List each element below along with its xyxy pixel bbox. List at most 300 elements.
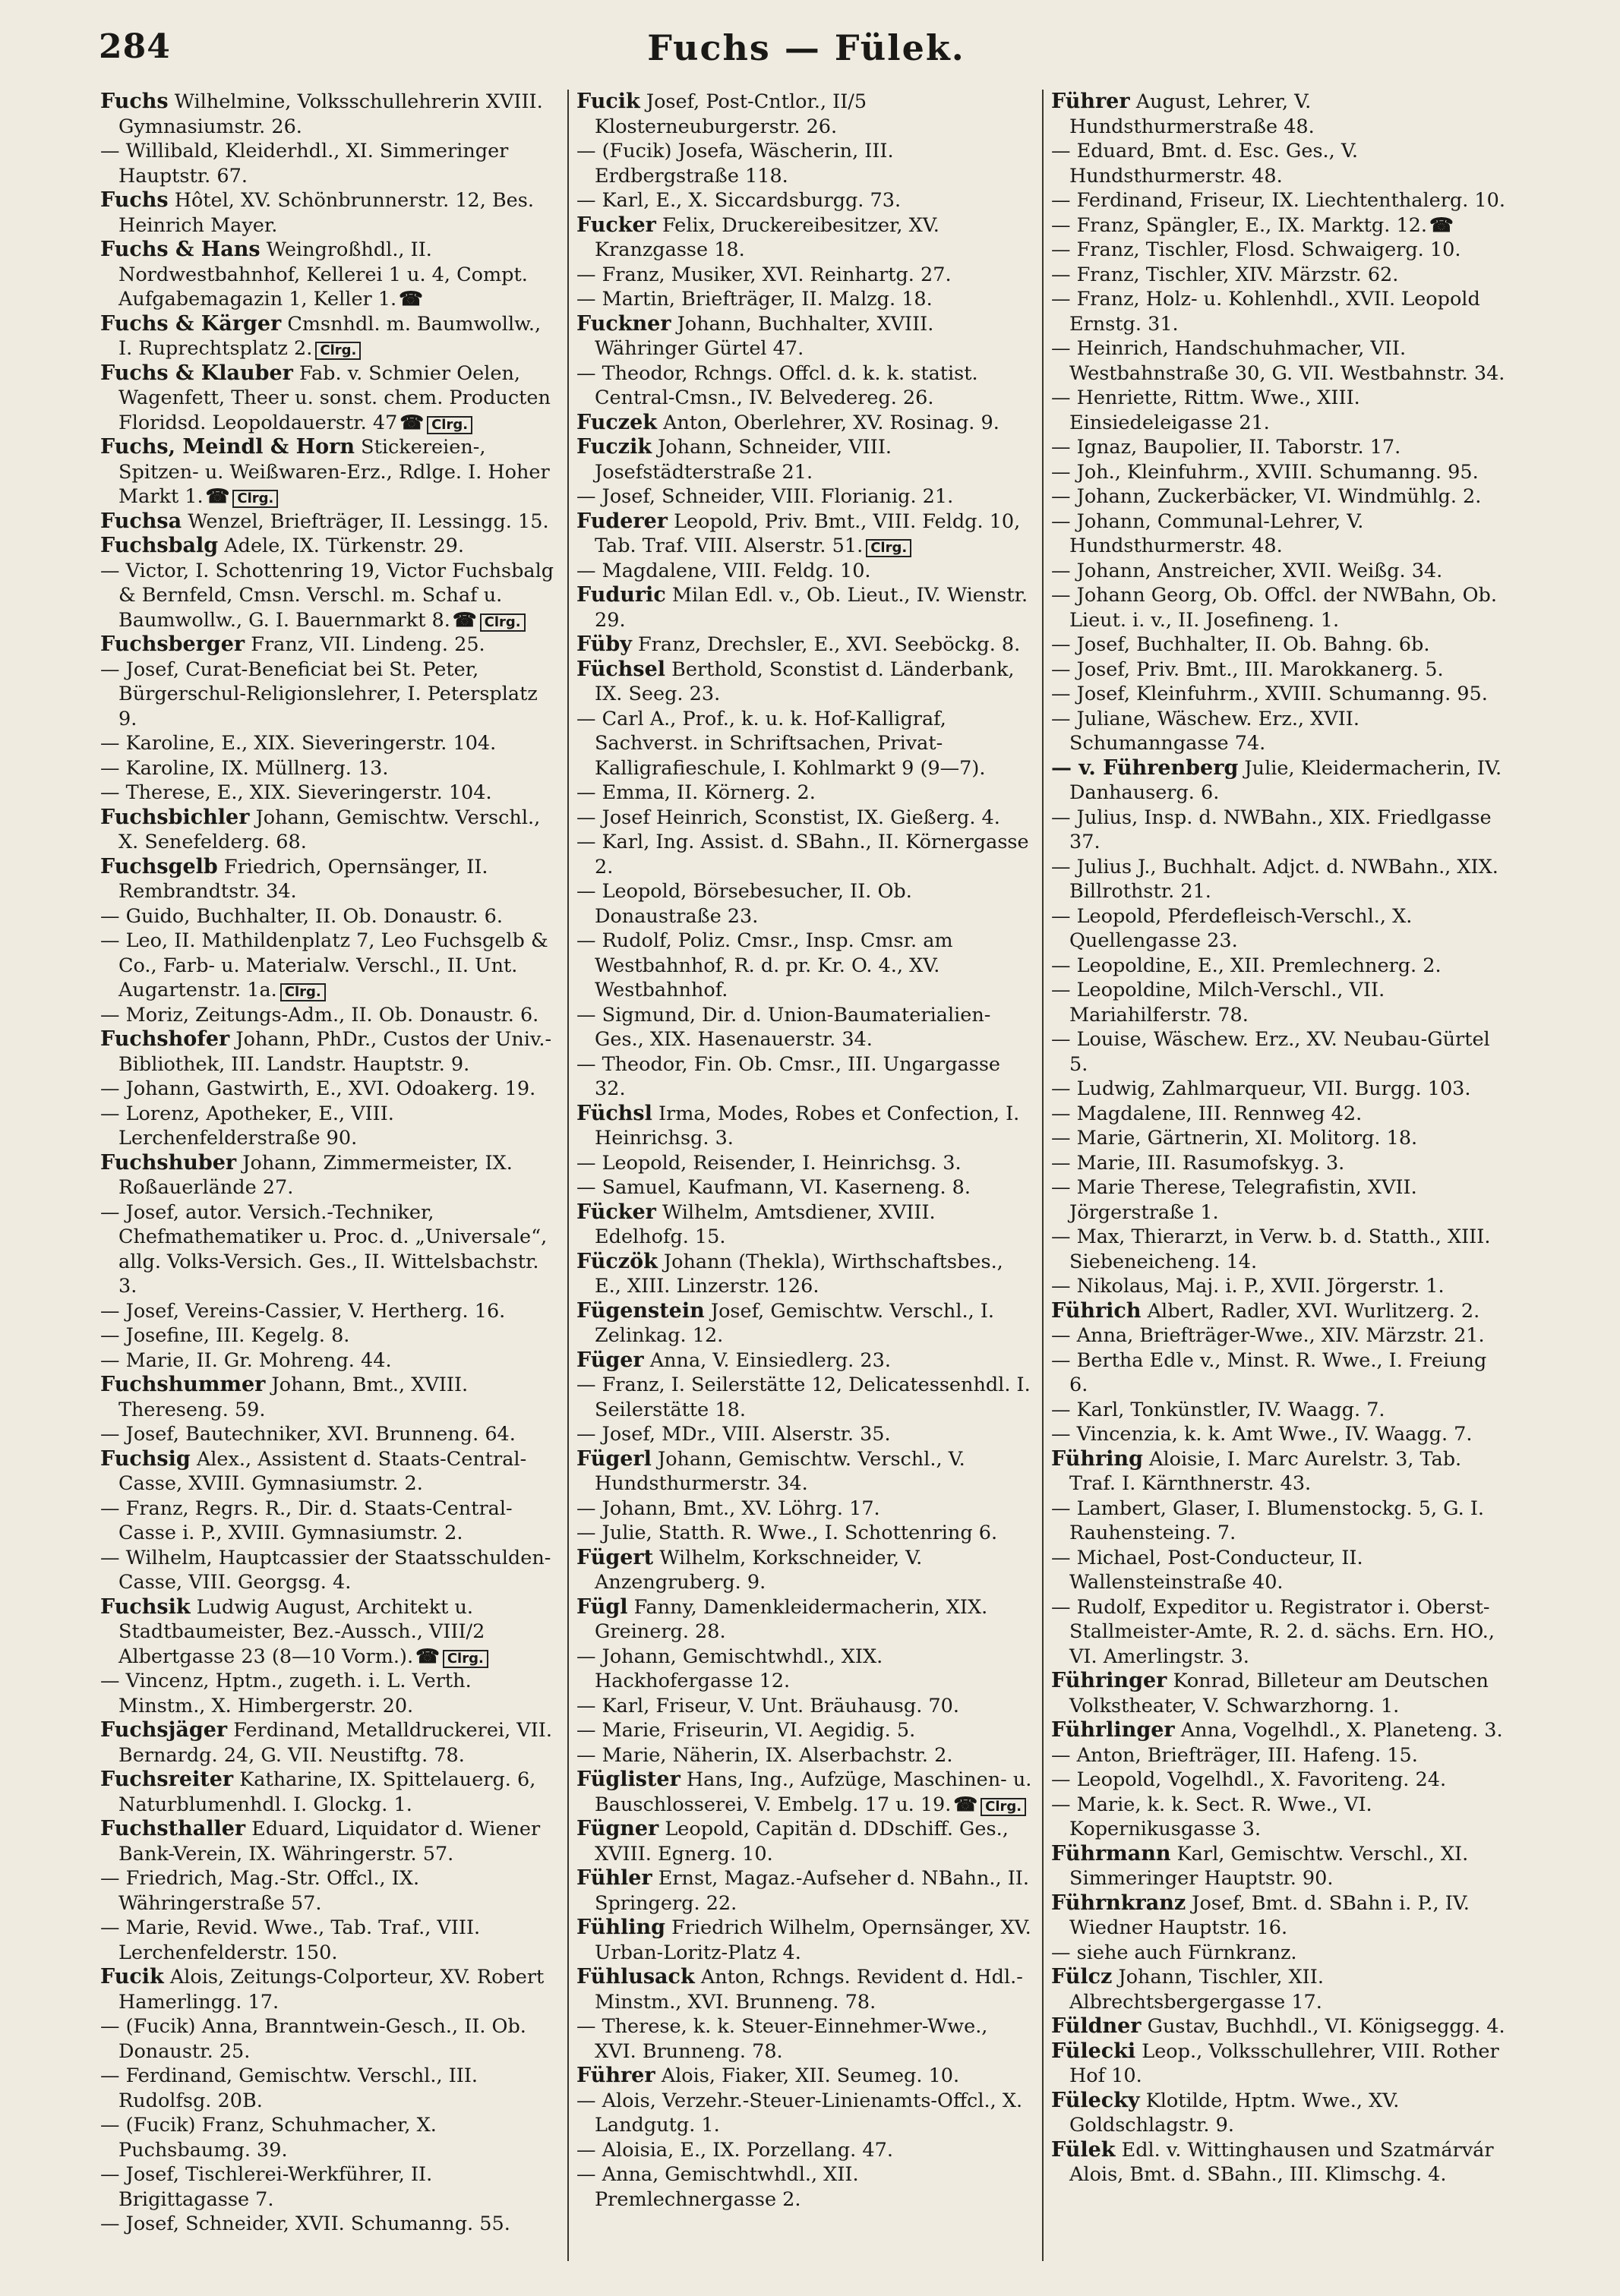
directory-entry xyxy=(100,904,560,929)
clearing-badge: Clrg. xyxy=(427,416,472,434)
directory-entry xyxy=(576,1546,1034,1595)
entry-text: — Leopold, Reisender, I. Heinrichsg. 3. xyxy=(576,1151,962,1175)
entry-text: — Rudolf, Poliz. Cmsr., Insp. Cmsr. am Westbahnhof, R. d. pr. Kr. O. 4., XV. Westbahnhof. xyxy=(576,929,953,1001)
entry-text: — Lambert, Glaser, I. Blumenstockg. 5, G. I. Rauhensteing. 7. xyxy=(1051,1496,1485,1544)
entry-text: — Josef, Bautechniker, XVI. Brunneng. 64. xyxy=(100,1423,516,1446)
directory-entry xyxy=(1051,1768,1509,1793)
directory-entry xyxy=(100,855,560,904)
directory-entry xyxy=(100,435,560,509)
telephone-icon: ☎ xyxy=(1429,213,1454,237)
telephone-icon: ☎ xyxy=(205,485,230,508)
entry-surname: Fühling xyxy=(576,1916,665,1939)
entry-text: — Emma, II. Körnerg. 2. xyxy=(576,781,816,804)
entry-surname: Füchsel xyxy=(576,657,666,681)
entry-text: — Franz, Spängler, E., IX. Marktg. 12. xyxy=(1051,213,1428,237)
directory-entry xyxy=(576,559,1034,584)
entry-surname: Fuderer xyxy=(576,509,668,533)
directory-entry xyxy=(576,90,1034,139)
directory-entry xyxy=(576,1916,1034,1965)
entry-text: Felix, Druckereibesitzer, XV. Kranzgasse 18. xyxy=(595,213,939,261)
entry-surname: Fucik xyxy=(576,90,640,113)
directory-entry xyxy=(576,1743,1034,1768)
entry-text: Ludwig August, Architekt u. Stadtbaumeister, Bez.-Aussch., VIII/2 Albertgasse 23 (8—10 Vorm.). xyxy=(118,1595,485,1668)
entry-text: Johann, Tischler, XII. Albrechtsbergergasse 17. xyxy=(1069,1966,1324,2014)
entry-text: Friedrich Wilhelm, Opernsänger, XV. Urban-Loritz-Platz 4. xyxy=(595,1916,1031,1964)
directory-entry xyxy=(100,1422,560,1447)
directory-entry xyxy=(1051,386,1509,435)
directory-entry xyxy=(1051,2089,1509,2138)
directory-entry xyxy=(1051,806,1509,855)
entry-surname: Fuchsthaller xyxy=(100,1817,246,1840)
entry-surname: Führer xyxy=(576,2064,655,2087)
entry-text: Alois, Zeitungs-Colporteur, XV. Robert Hamerlingg. 17. xyxy=(118,1966,545,2014)
telephone-icon: ☎ xyxy=(399,288,423,311)
page-header xyxy=(99,21,1514,82)
entry-text: Wilhelm, Amtsdiener, XVIII. Edelhofg. 15. xyxy=(595,1200,936,1248)
entry-text: Johann, Gemischtw. Verschl., V. Hundsthurmerstr. 34. xyxy=(595,1447,965,1495)
entry-text: — Franz, I. Seilerstätte 12, Delicatessenhdl. I. Seilerstätte 18. xyxy=(576,1374,1031,1421)
entry-text: — (Fucik) Josefa, Wäscherin, III. Erdbergstraße 118. xyxy=(576,140,894,188)
directory-entry xyxy=(1051,484,1509,509)
entry-text: — Marie, III. Rasumofskyg. 3. xyxy=(1051,1151,1345,1175)
entry-text: — Leopoldine, E., XII. Premlechnerg. 2. xyxy=(1051,954,1442,977)
entry-text: — Karl, Ing. Assist. d. SBahn., II. Körnergasse 2. xyxy=(576,831,1029,878)
entry-text: — Alois, Verzehr.-Steuer-Linienamts-Offcl., X. Landgutg. 1. xyxy=(576,2089,1023,2137)
directory-entry xyxy=(1051,2039,1509,2089)
clearing-badge: Clrg. xyxy=(280,983,326,1001)
directory-entry xyxy=(1051,1793,1509,1842)
directory-entry xyxy=(100,1546,560,1595)
directory-entry xyxy=(100,1003,560,1028)
entry-text: — Ignaz, Baupolier, II. Taborstr. 17. xyxy=(1051,436,1401,459)
entry-text: Anton, Rchngs. Revident d. Hdl.-Minstm., XVI. Brunneng. 78. xyxy=(595,1966,1023,2014)
directory-entry xyxy=(100,188,560,238)
entry-text: Albert, Radler, XVI. Wurlitzerg. 2. xyxy=(1141,1299,1480,1323)
entry-text: Milan Edl. v., Ob. Lieut., IV. Wienstr. 29. xyxy=(595,584,1028,632)
directory-entry xyxy=(1051,1546,1509,1595)
entry-text: Konrad, Billeteur am Deutschen Volkstheater, V. Schwarzhorng. 1. xyxy=(1069,1670,1489,1717)
entry-text: — Franz, Tischler, Flosd. Schwaigerg. 10. xyxy=(1051,238,1461,261)
entry-text: — Moriz, Zeitungs-Adm., II. Ob. Donaustr. 6. xyxy=(100,1003,539,1027)
directory-entry xyxy=(1051,336,1509,386)
directory-entry xyxy=(1051,1842,1509,1891)
directory-entry xyxy=(576,1003,1034,1052)
clearing-badge: Clrg. xyxy=(315,342,361,360)
directory-entry xyxy=(576,806,1034,831)
directory-entry xyxy=(1051,559,1509,584)
clearing-badge: Clrg. xyxy=(866,539,911,557)
entry-text: — Sigmund, Dir. d. Union-Baumaterialien-Ges., XIX. Hasenauerstr. 34. xyxy=(576,1003,991,1051)
entry-surname: Fügenstein xyxy=(576,1298,705,1323)
entry-text: — Julius J., Buchhalt. Adjct. d. NWBahn., XIX. Billrothstr. 21. xyxy=(1051,855,1498,903)
entry-text: — Marie, Gärtnerin, XI. Molitorg. 18. xyxy=(1051,1127,1418,1150)
directory-entry xyxy=(100,1447,560,1496)
directory-entry xyxy=(576,632,1034,658)
directory-entry xyxy=(1051,1447,1509,1496)
entry-surname: Fuchs & Hans xyxy=(100,238,261,261)
entry-text: Johann, Zimmermeister, IX. Roßauerlände 27. xyxy=(118,1151,513,1199)
entry-surname: Fühler xyxy=(576,1866,652,1890)
entry-text: Alois, Fiaker, XII. Seumeg. 10. xyxy=(655,2064,960,2087)
entry-text: Johann, Gemischtw. Verschl., X. Senefelderg. 68. xyxy=(118,806,541,853)
entry-text: — Josef, Curat-Beneficiat bei St. Peter, Bürgerschul-Religionslehrer, I. Petersplatz 9. xyxy=(100,658,538,730)
entry-surname: Fuchsbalg xyxy=(100,534,219,557)
directory-entry xyxy=(1051,1027,1509,1077)
entry-text: Johann (Thekla), Wirthschaftsbes., E., XIII. Linzerstr. 126. xyxy=(595,1250,1003,1298)
entry-surname: Fuchs & Klauber xyxy=(100,361,293,385)
entry-surname: Fülek xyxy=(1051,2137,1116,2162)
entry-text: — Karoline, E., XIX. Sieveringerstr. 104. xyxy=(100,732,497,755)
entry-text: Anna, V. Einsiedlerg. 23. xyxy=(643,1348,891,1372)
directory-entry xyxy=(1051,1398,1509,1423)
directory-entry xyxy=(576,509,1034,559)
entry-text: Karl, Gemischtw. Verschl., XI. Simmeringer Hauptstr. 90. xyxy=(1069,1842,1469,1890)
entry-text: — siehe auch Fürnkranz. xyxy=(1051,1941,1297,1964)
directory-entry xyxy=(576,1595,1034,1645)
entry-text: — Marie, Revid. Wwe., Tab. Traf., VIII. Lerchenfelderstr. 150. xyxy=(100,1916,481,1964)
entry-surname: Fuchsreiter xyxy=(100,1768,234,1791)
directory-entry xyxy=(1051,1718,1509,1743)
directory-entry xyxy=(1051,435,1509,460)
directory-entry xyxy=(576,1348,1034,1374)
entry-text: — Leopold, Börsebesucher, II. Ob. Donaustraße 23. xyxy=(576,880,912,928)
entry-text: Johann, Bmt., XVIII. Thereseng. 59. xyxy=(118,1374,469,1421)
entry-text: — Karl, Tonkünstler, IV. Waagg. 7. xyxy=(1051,1398,1385,1421)
entry-text: — Ferdinand, Gemischtw. Verschl., III. Rudolfsg. 20B. xyxy=(100,2064,478,2112)
entry-surname: Fuczik xyxy=(576,435,652,459)
directory-entry xyxy=(100,1102,560,1151)
entry-text: Irma, Modes, Robes et Confection, I. Heinrichsg. 3. xyxy=(595,1102,1020,1150)
entry-text: Anton, Oberlehrer, XV. Rosinag. 9. xyxy=(656,411,999,434)
directory-entry xyxy=(576,707,1034,781)
directory-entry xyxy=(576,1175,1034,1200)
directory-entry xyxy=(1051,1151,1509,1176)
entry-text: — Wilhelm, Hauptcassier der Staatsschulden-Casse, VIII. Georgsg. 4. xyxy=(100,1546,551,1594)
directory-entry xyxy=(1051,978,1509,1027)
entry-surname: Fucker xyxy=(576,213,656,237)
entry-text: — Heinrich, Handschuhmacher, VII. Westbahnstraße 30, G. VII. Westbahnstr. 34. xyxy=(1051,337,1505,385)
directory-entry xyxy=(100,1817,560,1866)
entry-surname: Fuchs, Meindl & Horn xyxy=(100,435,355,459)
directory-entry xyxy=(100,756,560,781)
entry-surname: Führer xyxy=(1051,90,1130,113)
entry-text: Berthold, Sconstist d. Länderbank, IX. Seeg. 23. xyxy=(595,658,1015,705)
directory-entry xyxy=(100,1669,560,1718)
entry-text: — Anna, Gemischtwhdl., XII. Premlechnergasse 2. xyxy=(576,2163,859,2211)
entry-text: Fab. v. Schmier Oelen, Wagenfett, Theer u. sonst. chem. Producten Floridsd. Leopoldauerstr. 47 xyxy=(118,361,551,434)
directory-entry xyxy=(1051,139,1509,188)
directory-entry xyxy=(1051,1669,1509,1718)
directory-entry xyxy=(576,1373,1034,1422)
telephone-icon: ☎ xyxy=(953,1793,978,1816)
directory-entry xyxy=(1051,90,1509,139)
entry-text: — Leopoldine, Milch-Verschl., VII. Mariahilferstr. 78. xyxy=(1051,979,1385,1027)
directory-entry xyxy=(576,781,1034,806)
entry-text: — Rudolf, Expeditor u. Registrator i. Oberst-Stallmeister-Amte, R. 2. d. sächs. Ern. HO., VI. Amerlingstr. 3. xyxy=(1051,1595,1495,1668)
entry-text: Johann, Schneider, VIII. Josefstädterstraße 21. xyxy=(595,436,892,484)
directory-entry xyxy=(576,484,1034,509)
directory-entry xyxy=(576,1496,1034,1522)
directory-entry xyxy=(100,2064,560,2113)
directory-entry xyxy=(1051,658,1509,683)
directory-entry xyxy=(100,2212,560,2237)
directory-entry xyxy=(576,1052,1034,1102)
directory-entry xyxy=(100,559,560,633)
directory-entry xyxy=(1051,1102,1509,1127)
directory-entry xyxy=(576,1645,1034,1694)
entry-surname: Fuchshofer xyxy=(100,1027,230,1051)
directory-entry xyxy=(100,1077,560,1102)
directory-entry xyxy=(576,1866,1034,1916)
entry-text: — Theodor, Rchngs. Offcl. d. k. k. statist. Central-Cmsn., IV. Belvedereg. 26. xyxy=(576,361,978,409)
entry-text: — Johann, Zuckerbäcker, VI. Windmühlg. 2. xyxy=(1051,485,1482,508)
directory-entry xyxy=(1051,1743,1509,1768)
entry-text: — Therese, E., XIX. Sieveringerstr. 104. xyxy=(100,781,492,804)
directory-entry xyxy=(100,731,560,756)
directory-entry xyxy=(1051,855,1509,904)
entry-text: — Lorenz, Apotheker, E., VIII. Lerchenfelderstraße 90. xyxy=(100,1102,394,1150)
directory-entry xyxy=(100,1916,560,1965)
entry-text: — Ferdinand, Friseur, IX. Liechtenthalerg. 10. xyxy=(1051,189,1505,212)
directory-entry xyxy=(100,1323,560,1348)
entry-text: — Johann, Bmt., XV. Löhrg. 17. xyxy=(576,1496,880,1520)
directory-entry xyxy=(576,658,1034,707)
directory-entry xyxy=(1051,632,1509,658)
directory-entry xyxy=(576,1817,1034,1866)
directory-entry xyxy=(100,1348,560,1374)
entry-surname: Führinger xyxy=(1051,1669,1167,1692)
entry-text: — Marie, Friseurin, VI. Aegidig. 5. xyxy=(576,1719,916,1742)
entry-text: — Anna, Briefträger-Wwe., XIV. Märzstr. 21. xyxy=(1051,1324,1485,1347)
entry-text: — Josefine, III. Kegelg. 8. xyxy=(100,1324,350,1347)
entry-surname: Führnkranz xyxy=(1051,1891,1186,1915)
entry-text: — Juliane, Wäschew. Erz., XVII. Schumanngasse 74. xyxy=(1051,707,1359,755)
entry-text: — Ludwig, Zahlmarqueur, VII. Burgg. 103. xyxy=(1051,1077,1471,1100)
entry-surname: Fügerl xyxy=(576,1446,652,1471)
directory-entry xyxy=(100,1965,560,2014)
entry-surname: Füger xyxy=(576,1348,644,1372)
entry-text: — Franz, Musiker, XVI. Reinhartg. 27. xyxy=(576,263,952,286)
entry-surname: Fühlusack xyxy=(576,1965,695,1988)
directory-entry xyxy=(1051,1496,1509,1546)
directory-entry xyxy=(100,1595,560,1670)
directory-entry xyxy=(576,1768,1034,1817)
directory-entry xyxy=(100,1027,560,1077)
entry-surname: Führmann xyxy=(1051,1841,1171,1866)
directory-entry xyxy=(576,583,1034,632)
entry-text: — Henriette, Rittm. Wwe., XIII. Einsiedeleigasse 21. xyxy=(1051,386,1360,434)
entry-text: — Josef Heinrich, Sconstist, IX. Gießerg. 4. xyxy=(576,806,1000,829)
directory-entry xyxy=(100,929,560,1003)
directory-entry xyxy=(576,263,1034,288)
directory-entry xyxy=(100,1373,560,1422)
telephone-icon: ☎ xyxy=(452,608,477,632)
entry-text: — (Fucik) Anna, Branntwein-Gesch., II. Ob. Donaustr. 25. xyxy=(100,2015,526,2063)
directory-entry xyxy=(100,2162,560,2212)
entry-text: — Leopold, Vogelhdl., X. Favoriteng. 24. xyxy=(1051,1768,1447,1791)
clearing-badge: Clrg. xyxy=(232,490,278,508)
directory-entry xyxy=(1051,682,1509,707)
entry-surname: Fuchs xyxy=(100,188,169,212)
directory-entry xyxy=(100,534,560,559)
directory-entry xyxy=(1051,1323,1509,1348)
entry-surname: Fügner xyxy=(576,1817,659,1840)
directory-entry xyxy=(100,2014,560,2064)
entry-surname: Fülecky xyxy=(1051,2088,1140,2112)
directory-entry xyxy=(1051,756,1509,806)
entry-text: Hans, Ing., Aufzüge, Maschinen- u. Bauschlosserei, V. Embelg. 17 u. 19. xyxy=(595,1768,1032,1816)
entry-text: — Samuel, Kaufmann, VI. Kaserneng. 8. xyxy=(576,1176,971,1199)
entry-text: — Marie, II. Gr. Mohreng. 44. xyxy=(100,1348,392,1372)
running-head: Fuchs — Fülek. xyxy=(647,27,965,68)
entry-text: Gustav, Buchhdl., VI. Königseggg. 4. xyxy=(1141,2015,1505,2038)
entry-text: — Josef, Schneider, VIII. Florianig. 21. xyxy=(576,485,954,508)
directory-entry xyxy=(1051,1422,1509,1447)
directory-entry xyxy=(576,1200,1034,1250)
directory-entry xyxy=(576,2138,1034,2163)
entry-text: Aloisie, I. Marc Aurelstr. 3, Tab. Traf. I. Kärnthnerstr. 43. xyxy=(1069,1447,1462,1495)
directory-entry xyxy=(576,1694,1034,1719)
entry-text: — Josef, Schneider, XVII. Schumanng. 55. xyxy=(100,2212,510,2235)
directory-entry xyxy=(100,238,560,312)
directory-entry xyxy=(100,1151,560,1200)
entry-surname: Fucik xyxy=(100,1965,164,1988)
entry-text: — Anton, Briefträger, III. Hafeng. 15. xyxy=(1051,1743,1418,1767)
entry-surname: Führlinger xyxy=(1051,1718,1175,1742)
column-3 xyxy=(1042,90,1517,2261)
column-2 xyxy=(567,90,1042,2261)
directory-entry xyxy=(576,361,1034,411)
entry-text: Katharine, IX. Spittelauerg. 6, Naturblumenhdl. I. Glockg. 1. xyxy=(118,1768,536,1816)
entry-text: Cmsnhdl. m. Baumwollw., I. Ruprechtsplatz 2. xyxy=(118,312,542,360)
entry-text: — Karoline, IX. Müllnerg. 13. xyxy=(100,756,389,780)
entry-surname: — v. Führenberg xyxy=(1051,755,1239,780)
entry-text: — Louise, Wäschew. Erz., XV. Neubau-Gürtel 5. xyxy=(1051,1028,1490,1076)
directory-entry xyxy=(1051,1891,1509,1941)
directory-entry xyxy=(100,781,560,806)
directory-entry xyxy=(576,2014,1034,2064)
entry-text: August, Lehrer, V. Hundsthurmerstraße 48. xyxy=(1069,90,1315,138)
entry-text: — Julius, Insp. d. NWBahn., XIX. Friedlgasse 37. xyxy=(1051,806,1492,853)
entry-surname: Fügl xyxy=(576,1594,628,1619)
directory-entry xyxy=(1051,1348,1509,1398)
entry-text: Leopold, Priv. Bmt., VIII. Feldg. 10, Tab. Traf. VIII. Alserstr. 51. xyxy=(595,509,1021,557)
entry-text: — Vincenzia, k. k. Amt Wwe., IV. Waagg. 7. xyxy=(1051,1423,1473,1446)
directory-entry xyxy=(100,90,560,139)
entry-text: — Theodor, Fin. Ob. Cmsr., III. Ungargasse 32. xyxy=(576,1052,1001,1100)
directory-entry xyxy=(100,509,560,535)
entry-text: — Josef, Priv. Bmt., III. Marokkanerg. 5. xyxy=(1051,658,1444,681)
directory-entry xyxy=(576,2064,1034,2089)
directory-entry xyxy=(1051,509,1509,559)
entry-columns xyxy=(93,90,1517,2261)
entry-surname: Füldner xyxy=(1051,2014,1142,2038)
entry-surname: Fuckner xyxy=(576,311,671,336)
directory-entry xyxy=(100,1718,560,1768)
directory-entry xyxy=(576,830,1034,879)
entry-text: Weingroßhdl., II. Nordwestbahnhof, Kellerei 1 u. 4, Compt. Aufgabemagazin 1, Keller 1. xyxy=(118,238,528,311)
entry-surname: Füglister xyxy=(576,1768,681,1791)
entry-text: — Johann Georg, Ob. Offcl. der NWBahn, Ob. Lieut. i. v., II. Josefineng. 1. xyxy=(1051,584,1497,632)
entry-text: Josef, Gemischtw. Verschl., I. Zelinkag. 12. xyxy=(595,1299,994,1347)
directory-entry xyxy=(100,658,560,732)
entry-surname: Fügert xyxy=(576,1545,654,1569)
entry-text: Klotilde, Hptm. Wwe., XV. Goldschlagstr. 9. xyxy=(1069,2089,1400,2137)
directory-entry xyxy=(100,139,560,188)
directory-entry xyxy=(1051,238,1509,263)
entry-text: — Josef, MDr., VIII. Alserstr. 35. xyxy=(576,1423,891,1446)
entry-surname: Fuchsig xyxy=(100,1446,191,1471)
directory-entry xyxy=(100,1866,560,1916)
directory-entry xyxy=(1051,1126,1509,1151)
directory-entry xyxy=(100,2113,560,2162)
entry-text: — Johann, Gastwirth, E., XVI. Odoakerg. 19. xyxy=(100,1077,536,1100)
entry-surname: Füchsl xyxy=(576,1101,652,1125)
entry-text: — Bertha Edle v., Minst. R. Wwe., I. Freiung 6. xyxy=(1051,1348,1487,1396)
entry-text: Ferdinand, Metalldruckerei, VII. Bernardg. 24, G. VII. Neustiftg. 78. xyxy=(118,1719,552,1767)
directory-entry xyxy=(1051,1225,1509,1274)
directory-entry xyxy=(1051,2014,1509,2039)
entry-surname: Führing xyxy=(1051,1446,1143,1471)
entry-text: — Josef, Tischlerei-Werkführer, II. Brigittagasse 7. xyxy=(100,2163,433,2211)
entry-surname: Fülcz xyxy=(1051,1965,1113,1988)
entry-text: Hôtel, XV. Schönbrunnerstr. 12, Bes. Heinrich Mayer. xyxy=(118,189,534,237)
entry-surname: Fuczek xyxy=(576,410,657,434)
directory-entry xyxy=(100,1768,560,1817)
entry-text: — Friedrich, Mag.-Str. Offcl., IX. Währingerstraße 57. xyxy=(100,1867,420,1915)
entry-text: — Therese, k. k. Steuer-Einnehmer-Wwe., XVI. Brunneng. 78. xyxy=(576,2015,988,2063)
entry-text: — Guido, Buchhalter, II. Ob. Donaustr. 6. xyxy=(100,904,503,928)
entry-text: — Karl, E., X. Siccardsburgg. 73. xyxy=(576,189,902,212)
entry-text: — Joh., Kleinfuhrm., XVIII. Schumanng. 95. xyxy=(1051,460,1479,484)
directory-entry xyxy=(1051,1965,1509,2014)
directory-entry xyxy=(576,879,1034,929)
entry-text: Alex., Assistent d. Staats-Central-Casse, XVIII. Gymnasiumstr. 2. xyxy=(118,1447,527,1495)
directory-entry xyxy=(100,806,560,855)
directory-entry xyxy=(100,632,560,658)
directory-entry xyxy=(100,361,560,436)
entry-text: Adele, IX. Türkenstr. 29. xyxy=(218,535,465,557)
entry-surname: Fuduric xyxy=(576,583,666,607)
entry-text: Ernst, Magaz.-Aufseher d. NBahn., II. Springerg. 22. xyxy=(595,1867,1029,1915)
entry-text: Leopold, Capitän d. DDschiff. Ges., XVIII. Egnerg. 10. xyxy=(595,1818,1009,1866)
entry-text: — Max, Thierarzt, in Verw. b. d. Statth., XIII. Siebeneicheng. 14. xyxy=(1051,1225,1491,1273)
directory-entry xyxy=(576,1102,1034,1151)
entry-surname: Füczök xyxy=(576,1249,658,1273)
entry-surname: Fuchsik xyxy=(100,1594,191,1619)
entry-surname: Fülecki xyxy=(1051,2039,1136,2063)
page-number: 284 xyxy=(99,27,171,66)
entry-text: — Willibald, Kleiderhdl., XI. Simmeringer Hauptstr. 67. xyxy=(100,140,509,188)
entry-text: — Leopold, Pferdefleisch-Verschl., X. Quellengasse 23. xyxy=(1051,904,1413,952)
directory-entry xyxy=(576,1965,1034,2014)
entry-surname: Fuchs xyxy=(100,90,169,113)
entry-text: — Marie, k. k. Sect. R. Wwe., VI. Kopernikusgasse 3. xyxy=(1051,1793,1372,1840)
directory-entry xyxy=(576,929,1034,1003)
clearing-badge: Clrg. xyxy=(981,1798,1026,1816)
entry-text: — Vincenz, Hptm., zugeth. i. L. Verth. Minstm., X. Himbergerstr. 20. xyxy=(100,1670,472,1717)
entry-text: Johann, PhDr., Custos der Univ.-Bibliothek, III. Landstr. Hauptstr. 9. xyxy=(118,1028,552,1076)
entry-text: — Marie Therese, Telegrafistin, XVII. Jörgerstraße 1. xyxy=(1051,1176,1417,1224)
entry-text: — Julie, Statth. R. Wwe., I. Schottenring 6. xyxy=(576,1522,998,1544)
entry-surname: Fuchsa xyxy=(100,509,182,533)
entry-text: — Aloisia, E., IX. Porzellang. 47. xyxy=(576,2138,893,2162)
entry-text: — Magdalene, III. Rennweg 42. xyxy=(1051,1102,1363,1125)
entry-text: — Michael, Post-Conducteur, II. Wallensteinstraße 40. xyxy=(1051,1546,1363,1594)
entry-text: — Victor, I. Schottenring 19, Victor Fuchsbalg & Bernfeld, Cmsn. Verschl. m. Schaf u. Baumwollw., G. I. Bauernmarkt 8. xyxy=(100,559,554,632)
entry-text: — Josef, autor. Versich.-Techniker, Chefmathematiker u. Proc. d. „Universale“, allg. Volks-Versich. Ges., II. Wittelsbachstr. 3. xyxy=(100,1200,548,1298)
clearing-badge: Clrg. xyxy=(443,1650,488,1668)
